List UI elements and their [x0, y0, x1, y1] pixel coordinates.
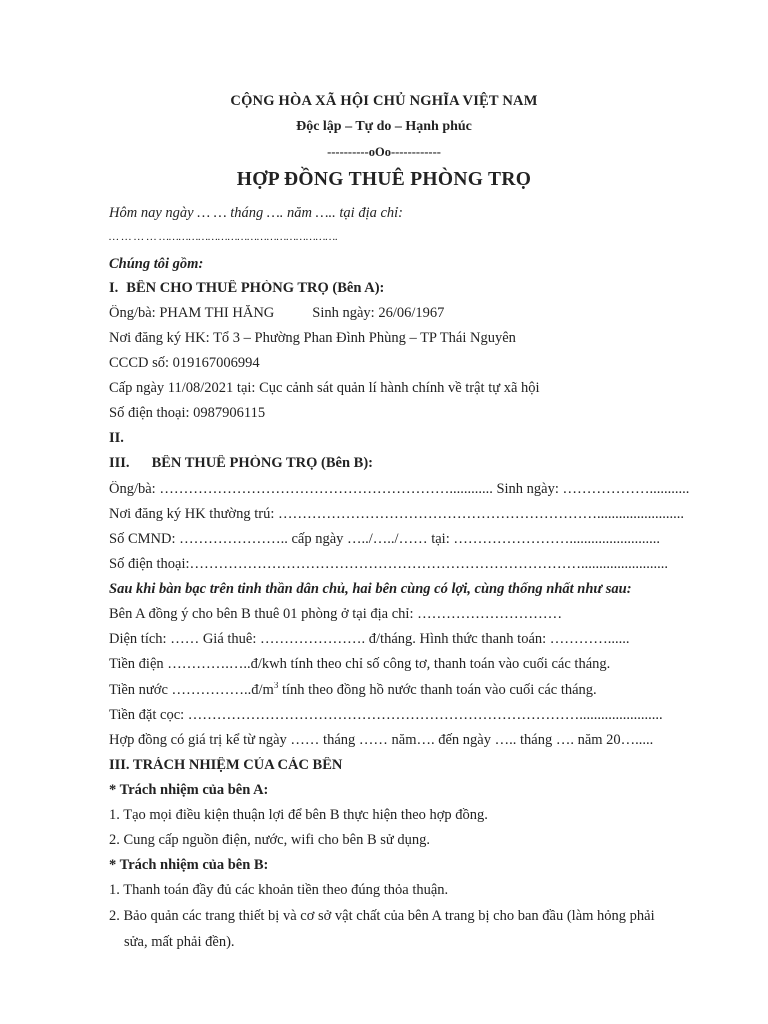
water-unit-exponent: 3 [273, 682, 279, 691]
party-a-name-row [109, 305, 699, 322]
agreement-deposit: Tiền đặt cọc: ………………………………………………………………………....................... [109, 707, 663, 723]
party-b-responsibility-2-cont: sửa, mất phải đền). [124, 934, 235, 950]
section-ii: II. [109, 430, 124, 446]
address-dots: … … … … ………………………………………………. [109, 231, 338, 243]
responsibilities-heading: III. TRÁCH NHIỆM CỦA CÁC BÊN [109, 757, 343, 773]
document-title: HỢP ĐỒNG THUÊ PHÒNG TRỌ [236, 169, 532, 190]
party-b-responsibilities-heading: * Trách nhiệm của bên B: [109, 857, 269, 873]
party-a-responsibility-1: 1. Tạo mọi điều kiện thuận lợi để bên B thực hiện theo hợp đồng. [109, 807, 488, 823]
party-b-responsibility-1: 1. Thanh toán đầy đủ các khoản tiền theo đúng thỏa thuận. [109, 882, 449, 898]
party-a-name: Ông/bà: PHAM THI HẰNG [109, 305, 275, 321]
agreement-water [109, 682, 699, 699]
motto: Độc lập – Tự do – Hạnh phúc [296, 119, 472, 134]
party-a-phone: Số điện thoại: 0987906115 [109, 405, 266, 421]
header-separator: ----------oOo------------ [327, 145, 441, 159]
party-b-responsibility-2: 2. Bảo quản các trang thiết bị và cơ sở vật chất của bên A trang bị cho ban đầu (làm hỏng phải [109, 908, 655, 924]
party-b-id: Số CMND: ………………….. cấp ngày …../…../…… tại: ……………………......................... [109, 531, 660, 547]
party-a-heading [109, 280, 699, 297]
party-b-heading-text: BÊN THUÊ PHÒNG TRỌ (Bên B): [151, 455, 373, 471]
parties-label: Chúng tôi gồm: [109, 256, 204, 272]
agreement-area-price: Diện tích: …… Giá thuê: …………………. đ/tháng. Hình thức thanh toán: …………...... [109, 631, 630, 647]
party-a-responsibility-2: 2. Cung cấp nguồn điện, nước, wifi cho bên B sử dụng. [109, 832, 430, 848]
agreement-electricity: Tiền điện ………….…..đ/kwh tính theo chỉ số công tơ, thanh toán vào cuối các tháng. [109, 656, 611, 672]
party-a-issue: Cấp ngày 11/08/2021 tại: Cục cảnh sát quản lí hành chính về trật tự xã hội [109, 380, 540, 396]
party-a-heading-number: I. [109, 280, 119, 296]
party-b-residence: Nơi đăng ký HK thường trú: …………………………………………………………........................ [109, 506, 684, 522]
agreement-term: Hợp đồng có giá trị kể từ ngày …… tháng …… năm…. đến ngày ….. tháng …. năm 20…..... [109, 732, 654, 748]
party-a-id: CCCD số: 019167006994 [109, 355, 260, 371]
party-a-responsibilities-heading: * Trách nhiệm của bên A: [109, 782, 269, 798]
agreement-room: Bên A đồng ý cho bên B thuê 01 phòng ở tại địa chỉ: ………………………… [109, 606, 563, 622]
water-text-pre: Tiền nước ……………..đ/m [109, 682, 274, 698]
party-b-phone: Số điện thoại:………………………………………………………………………........................ [109, 556, 669, 572]
agreement-heading: Sau khi bàn bạc trên tinh thần dân chủ, hai bên cùng có lợi, cùng thống nhất như sau: [109, 581, 632, 597]
party-a-birth: Sinh ngày: 26/06/1967 [312, 305, 445, 321]
party-b-heading [109, 455, 699, 472]
party-a-heading-text: BÊN CHO THUÊ PHÒNG TRỌ (Bên A): [126, 280, 385, 296]
country-header: CỘNG HÒA XÃ HỘI CHỦ NGHĨA VIỆT NAM [230, 93, 538, 109]
water-text-post: tính theo đồng hồ nước thanh toán vào cuối các tháng. [278, 682, 597, 698]
date-line: Hôm nay ngày … … tháng …. năm ….. tại địa chỉ: [109, 205, 404, 221]
party-b-name: Ông/bà: ……………………………………………………............ Sinh ngày: ………………........... [109, 481, 690, 497]
party-a-residence: Nơi đăng ký HK: Tổ 3 – Phường Phan Đình Phùng – TP Thái Nguyên [109, 330, 516, 346]
party-b-heading-number: III. [109, 455, 130, 471]
